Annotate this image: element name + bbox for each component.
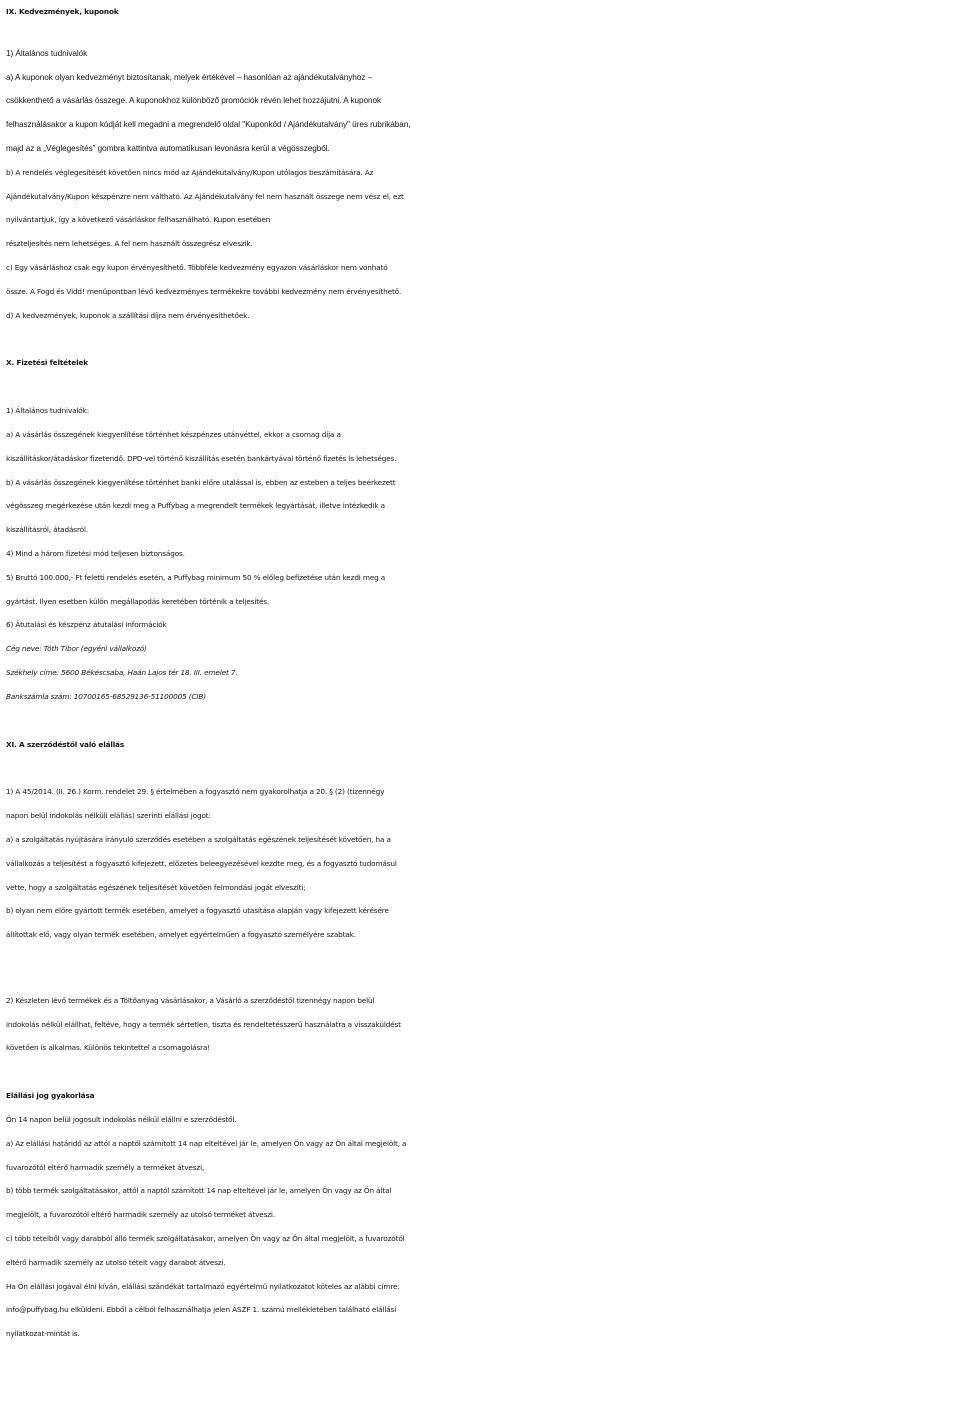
paragraph: 1) A 45/2014. (II. 26.) Korm. rendelet 29. § értelmében a fogyasztó nem gyakorolhatja a 20. § (2) (tizennégy bbox=[6, 787, 385, 797]
paragraph: nyilvántartjuk, így a következő vásárláskor felhasználható. Kupon esetében bbox=[6, 215, 271, 225]
paragraph: c) több tételből vagy darabból álló termék szolgáltatásakor, amelyen Ön vagy az Ön által megjelölt, a fuvarozótól bbox=[6, 1234, 405, 1244]
bank-account: Bankszámla szám: 10700165-68529136-51100005 (CIB) bbox=[6, 691, 206, 701]
company-address: Székhely címe: 5600 Békéscsaba, Haán Lajos tér 18. III. emelet 7. bbox=[6, 667, 238, 677]
paragraph: 1) Általános tudnivalók: bbox=[6, 406, 90, 416]
paragraph: kiszállításkor/átadáskor fizetendő. DPD-vel történő kiszállítás esetén bankártyával történő fizetés is lehetséges. bbox=[6, 453, 397, 463]
paragraph: info@puffybag.hu elküldeni. Ebből a célból felhasználhatja jelen ÁSZF 1. számú mellékletében található elállási bbox=[6, 1305, 397, 1315]
paragraph: Ha Ön elállási jogával élni kíván, elállási szándékát tartalmazó egyértelmű nyilatkozatot köteles az alábbi címre: bbox=[6, 1281, 400, 1291]
paragraph: b) több termék szolgáltatásakor, attól a naptól számított 14 nap elteltével jár le, amelyen Ön vagy az Ön által bbox=[6, 1186, 392, 1196]
paragraph: b) A vásárlás összegének kiegyenlítése történhet banki előre utalással is, ebben az esteben a teljes beérkezett bbox=[6, 477, 396, 487]
paragraph: eltérő harmadik személy az utolsó tételt vagy darabot átveszi. bbox=[6, 1257, 226, 1267]
paragraph: össze. A Fogd és Vidd! menüpontban lévő kedvezményes termékekre további kedvezmény nem érvényesíthető. bbox=[6, 286, 402, 296]
section-heading-9: IX. Kedvezmények, kuponok bbox=[6, 7, 119, 16]
paragraph: 1) Általános tudnivalók bbox=[6, 48, 88, 58]
company-name: Cég neve: Tóth Tibor (egyéni vállalkozó) bbox=[6, 644, 147, 654]
paragraph: kiszállításról, átadásról. bbox=[6, 525, 89, 535]
paragraph: d) A kedvezmények, kuponok a szállítási díjra nem érvényesíthetőek. bbox=[6, 310, 250, 320]
paragraph: indokolás nélkül elállhat, feltéve, hogy a termék sértetlen, tiszta és rendeltetésszerű használatra a visszaküldést bbox=[6, 1019, 401, 1029]
practice-heading: Elállási jog gyakorlása bbox=[6, 1091, 95, 1101]
paragraph: a) A kuponok olyan kedvezményt biztosítanak, melyek értékével – hasonlóan az ajándékutalványhoz – bbox=[6, 72, 373, 82]
paragraph: Ajándékutalvány/Kupon készpénzre nem váltható. Az Ajándékutalvány fel nem használt összege nem vész el, ezt bbox=[6, 191, 404, 201]
paragraph: b) A rendelés véglegesítését követően nincs mód az Ajándékutalvány/Kupon utólagos beszámítására. Az bbox=[6, 167, 374, 177]
section-heading-10: X. Fizetési feltételek bbox=[6, 358, 88, 368]
paragraph: 5) Bruttó 100.000,- Ft feletti rendelés esetén, a Puffybag minimum 50 % előleg befizetése után kezdi meg a bbox=[6, 572, 386, 582]
paragraph: állítottak elő, vagy olyan termék esetében, amelyet egyértelműen a fogyasztó személyére szabtak. bbox=[6, 930, 356, 940]
paragraph: fuvarozótól eltérő harmadik személy a terméket átveszi, bbox=[6, 1162, 205, 1172]
paragraph: b) olyan nem előre gyártott termék esetében, amelyet a fogyasztó utasítása alapján vagy kifejezett kérésére bbox=[6, 906, 389, 916]
section-9-body bbox=[6, 42, 958, 328]
paragraph: követően is alkalmas. Különös tekintettel a csomagolásra! bbox=[6, 1043, 211, 1053]
paragraph: Ön 14 napon belül jogosult indokolás nélkül elállni e szerződéstől. bbox=[6, 1115, 237, 1125]
paragraph: majd az a „Véglegesítés” gombra kattintva automatikusan levonásra kerül a végösszegből. bbox=[6, 143, 330, 153]
paragraph: a) a szolgáltatás nyújtására irányuló szerződés esetében a szolgáltatás egészének teljesítését követően, ha a bbox=[6, 834, 391, 844]
paragraph: 6) Átutalási és készpénz átutalási információk bbox=[6, 620, 167, 630]
paragraph: vette, hogy a szolgáltatás egészének teljesítését követően felmondási jogát elveszíti; bbox=[6, 882, 306, 892]
paragraph: 2) Készleten lévő termékek és a Töltőanyag vásárlásakor, a Vásárló a szerződéstől tizennégy napon belül bbox=[6, 995, 375, 1005]
paragraph: c) Egy vásárláshoz csak egy kupon érvényesíthető. Többféle kedvezmény egyazon vásárláskor nem vonható bbox=[6, 262, 388, 272]
paragraph: vállalkozás a teljesítést a fogyasztó kifejezett, előzetes beleegyezésével kezdte meg, és a fogyasztó tudomásul bbox=[6, 858, 397, 868]
paragraph: felhasználásakor a kupon kódját kell megadni a megrendelő oldal "Kuponkód / Ajándékutalvány" üres rubrikában, bbox=[6, 120, 411, 130]
paragraph: megjelölt, a fuvarozótól eltérő harmadik személy az utolsó terméket átveszi. bbox=[6, 1210, 275, 1220]
paragraph: végösszeg megérkezése után kezdi meg a Puffybag a megrendelt termékek legyártását, illetve intézkedik a bbox=[6, 501, 385, 511]
section-heading-11: XI. A szerződéstől való elállás bbox=[6, 739, 125, 749]
paragraph: 4) Mind a három fizetési mód teljesen biztonságos. bbox=[6, 548, 185, 558]
paragraph: gyártást. Ilyen esetben külön megállapodás keretében történik a teljesítés. bbox=[6, 596, 270, 606]
paragraph: napon belül indokolás nélküli elállás) szerinti elállási jogot: bbox=[6, 811, 211, 821]
paragraph: csökkenthető a vásárlás összege. A kuponokhoz különböző promóciók révén lehet hozzájutni. A kuponok bbox=[6, 96, 382, 106]
paragraph: a) A vásárlás összegének kiegyenlítése történhet készpénzes utánvéttel, ekkor a csomag díja a bbox=[6, 429, 341, 439]
paragraph: nyilatkozat-mintát is. bbox=[6, 1329, 80, 1339]
practice-body bbox=[6, 1108, 958, 1346]
paragraph: a) Az elállási határidő az attól a naptól számított 14 nap elteltével jár le, amelyen Ön vagy az Ön által megjelölt, a bbox=[6, 1138, 407, 1148]
paragraph: részteljesítés nem lehetséges. A fel nem használt összegrész elveszik. bbox=[6, 239, 253, 249]
section-11-body bbox=[6, 780, 958, 1060]
section-10-body bbox=[6, 399, 958, 708]
